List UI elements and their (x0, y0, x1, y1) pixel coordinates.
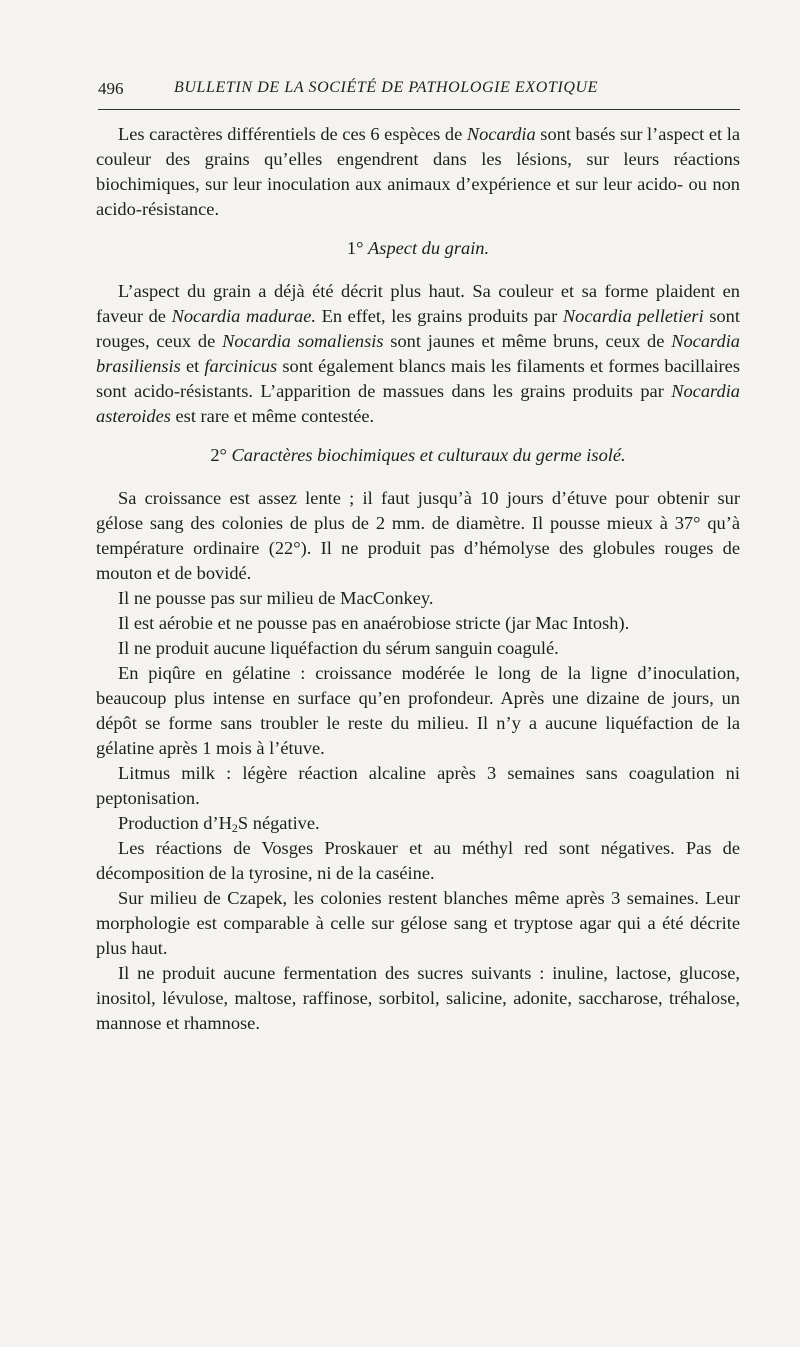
section-heading-2: 2° Caractères biochimiques et culturaux du germe isolé. (210, 445, 626, 465)
aerobic-paragraph: Il est aérobie et ne pousse pas en anaérobiose stricte (jar Mac Intosh). (118, 613, 630, 633)
macconkey-paragraph: Il ne pousse pas sur milieu de MacConkey. (118, 588, 434, 608)
fermentation-paragraph: Il ne produit aucune fermentation des sucres suivants : inuline, lactose, glucose, inositol, lévulose, maltose, raffinose, sorbitol, salicine, adonite, saccharose, tréhalose, mannose et rhamnose. (96, 963, 740, 1033)
intro-paragraph: Les caractères différentiels de ces 6 espèces de Nocardia sont basés sur l’aspect et la couleur des grains qu’elles engendrent dans les lésions, sur leurs réactions biochimiques, sur leur inoculation aux animaux d’expérience et sur leur acido- ou non acido-résistance. (96, 124, 740, 219)
running-header (98, 79, 740, 110)
gelatin-paragraph: En piqûre en gélatine : croissance modérée le long de la ligne d’inoculation, beaucoup plus intense en surface qu’en profondeur. Après une dizaine de jours, un dépôt se forme sans troubler le reste du milieu. Il n’y a aucune liquéfaction de la gélatine après 1 mois à l’étuve. (96, 663, 740, 758)
article-body (96, 122, 740, 1036)
page-number: 496 (98, 79, 124, 98)
running-title: BULLETIN DE LA SOCIÉTÉ DE PATHOLOGIE EXOTIQUE (174, 79, 599, 96)
litmus-paragraph: Litmus milk : légère réaction alcaline après 3 semaines sans coagulation ni peptonisation. (96, 763, 740, 808)
section-heading-1: 1° Aspect du grain. (346, 238, 490, 258)
czapek-paragraph: Sur milieu de Czapek, les colonies restent blanches même après 3 semaines. Leur morphologie est comparable à celle sur gélose sang et tryptose agar qui a été décrite plus haut. (96, 888, 740, 958)
grain-paragraph: L’aspect du grain a déjà été décrit plus haut. Sa couleur et sa forme plaident en faveur de Nocardia madurae. En effet, les grains produits par Nocardia pelletieri sont rouges, ceux de Nocardia somaliensis sont jaunes et même bruns, ceux de Nocardia brasiliensis et farcinicus sont également blancs mais les filaments et formes bacillaires sont acido-résistants. L’apparition de massues dans les grains produits par Nocardia asteroides est rare et même contestée. (96, 281, 740, 426)
h2s-paragraph: Production $d’H_2S$ négative. (118, 813, 320, 835)
vp-paragraph: Les réactions de Vosges Proskauer et au méthyl red sont négatives. Pas de décomposition de la tyrosine, ni de la caséine. (96, 838, 740, 883)
serum-paragraph: Il ne produit aucune liquéfaction du sérum sanguin coagulé. (118, 638, 559, 658)
growth-paragraph: Sa croissance est assez lente ; il faut jusqu’à 10 jours d’étuve pour obtenir sur gélose sang des colonies de plus de 2 mm. de diamètre. Il pousse mieux à 37° qu’à température ordinaire (22°). Il ne produit pas d’hémolyse des globules rouges de mouton et de bovidé. (96, 488, 740, 583)
